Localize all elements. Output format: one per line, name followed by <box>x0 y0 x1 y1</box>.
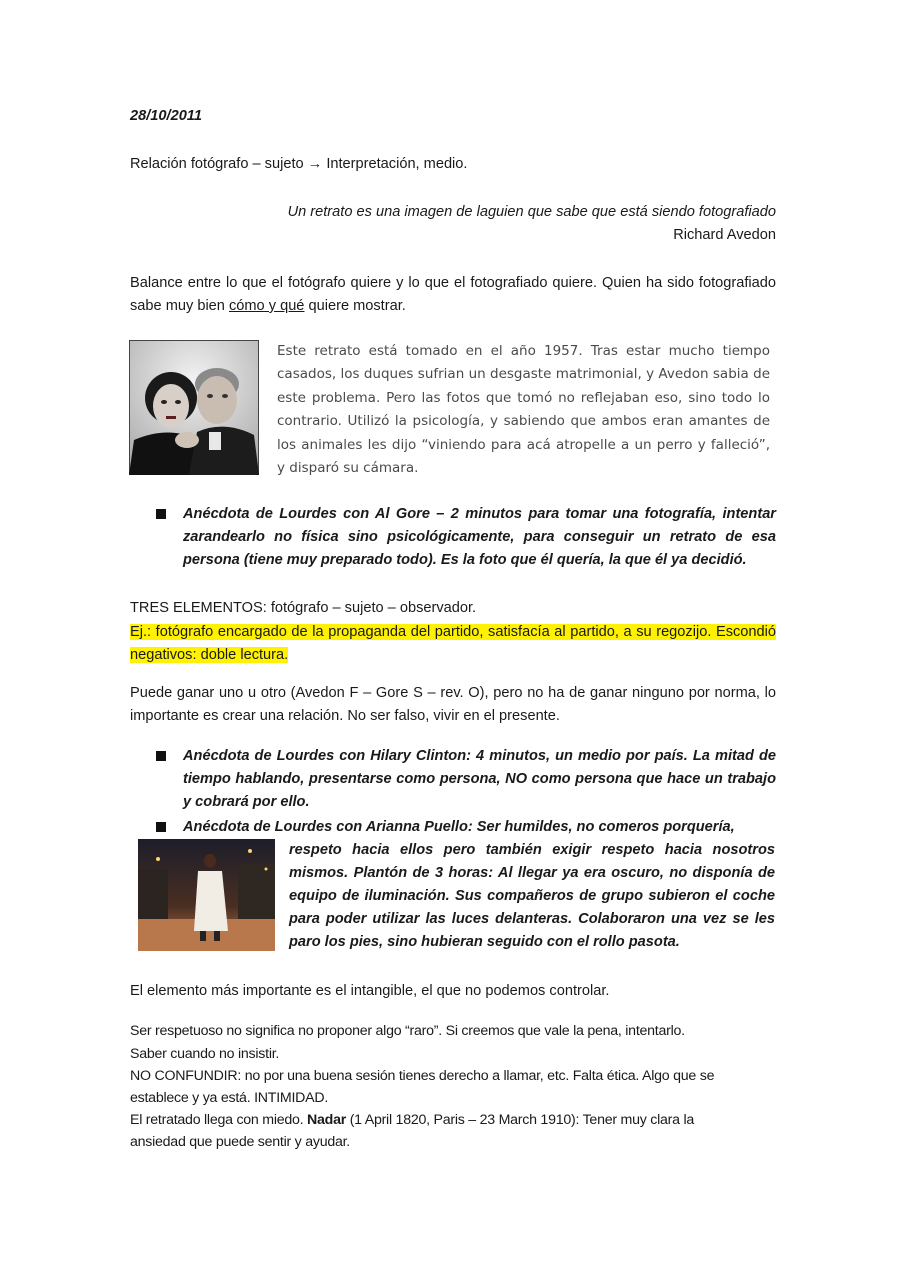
relacion-text-after: Interpretación, medio. <box>322 156 468 172</box>
quote-block <box>130 201 776 247</box>
final-line-1: Ser respetuoso no significa no proponer algo “raro”. Si creemos que vale la pena, intentarlo. <box>130 1023 685 1039</box>
balance-after: quiere mostrar. <box>304 298 406 314</box>
bullet-puello-rest: respeto hacia ellos pero también exigir respeto hacia nosotros mismos. Plantón de 3 horas: Al llegar ya era oscuro, no disponía de equipo de iluminación. Sus compañeros de grupo subieron el coche para poder utilizar las luces delanteras. Colaboraron una vez se les paro los pies, sino hubieran seguido con el rollo pasota. <box>289 842 775 950</box>
arrow-icon: → <box>307 156 323 172</box>
date-heading: 28/10/2011 <box>130 108 202 124</box>
final-line-5 <box>130 1109 780 1132</box>
quote-author: Richard Avedon <box>673 227 776 243</box>
final-line-2: Saber cuando no insistir. <box>130 1046 280 1062</box>
night-street-photo <box>138 839 275 951</box>
ganar-paragraph: Puede ganar uno u otro (Avedon F – Gore S – rev. O), pero no ha de ganar ninguno por norma, lo importante es crear una relación. No ser falso, vivir en el presente. <box>130 685 776 724</box>
couple-portrait-photo <box>129 340 259 475</box>
highlighted-paragraph <box>130 621 776 667</box>
final-line-5-before: El retratado llega con miedo. <box>130 1112 308 1128</box>
bullet-gore-text: Anécdota de Lourdes con Al Gore – 2 minutos para tomar una fotografía, intentar zarandearlo no física sino psicológicamente, para conseguir un retrato de esa persona (tiene muy preparado todo). Es la foto que él quería, la que él ya decidió. <box>183 506 776 568</box>
final-line-5-after: (1 April 1820, Paris – 23 March 1910): Tener muy clara la <box>346 1112 695 1128</box>
balance-before: Balance entre lo que el fotógrafo quiere y lo que el fotografiado quiere. Quien ha sido fotografiado sabe muy bien <box>130 275 776 314</box>
tres-elementos-line: TRES ELEMENTOS: fotógrafo – sujeto – observador. <box>130 600 477 616</box>
retrato-paragraph: Este retrato está tomado en el año 1957. Tras estar mucho tiempo casados, los duques sufrian un desgaste matrimonial, y Avedon sabia de este problema. Pero las fotos que tomó no reflejaban eso, sino todo lo contrario. Utilizó la psicología, y sabiendo que ambos eran amantes de los animales les dijo “viniendo para acá atropelle a un perro y falleció”, y disparó su cámara. <box>277 343 770 477</box>
relacion-text-before: Relación fotógrafo – sujeto <box>130 156 308 172</box>
list-item <box>156 503 776 587</box>
square-bullet-icon <box>156 509 166 519</box>
square-bullet-icon <box>156 822 166 832</box>
bullet-puello-first-line: Anécdota de Lourdes con Arianna Puello: Ser humildes, no comeros porquería, <box>183 819 735 835</box>
square-bullet-icon <box>156 751 166 761</box>
final-line-3: NO CONFUNDIR: no por una buena sesión tienes derecho a llamar, etc. Falta ética. Algo que se <box>130 1068 715 1084</box>
bullet-clinton-text: Anécdota de Lourdes con Hilary Clinton: 4 minutos, un medio por país. La mitad de tiempo hablando, presentarse como persona, NO como persona que hace un trabajo y cobrará por ello. <box>183 748 776 810</box>
intangible-line: El elemento más importante es el intangible, el que no podemos controlar. <box>130 983 610 999</box>
highlighted-text: Ej.: fotógrafo encargado de la propaganda del partido, satisfacía al partido, a su regozijo. Escondió negativos: doble lectura. <box>130 624 776 663</box>
relacion-line <box>130 153 467 176</box>
balance-paragraph <box>130 272 776 318</box>
final-line-4: establece y ya está. INTIMIDAD. <box>130 1090 329 1106</box>
balance-underlined: cómo y qué <box>228 298 305 314</box>
quote-text: Un retrato es una imagen de laguien que sabe que está siendo fotografiado <box>287 204 776 220</box>
final-line-6: ansiedad que puede sentir y ayudar. <box>130 1134 350 1150</box>
nadar-name: Nadar <box>307 1112 347 1128</box>
